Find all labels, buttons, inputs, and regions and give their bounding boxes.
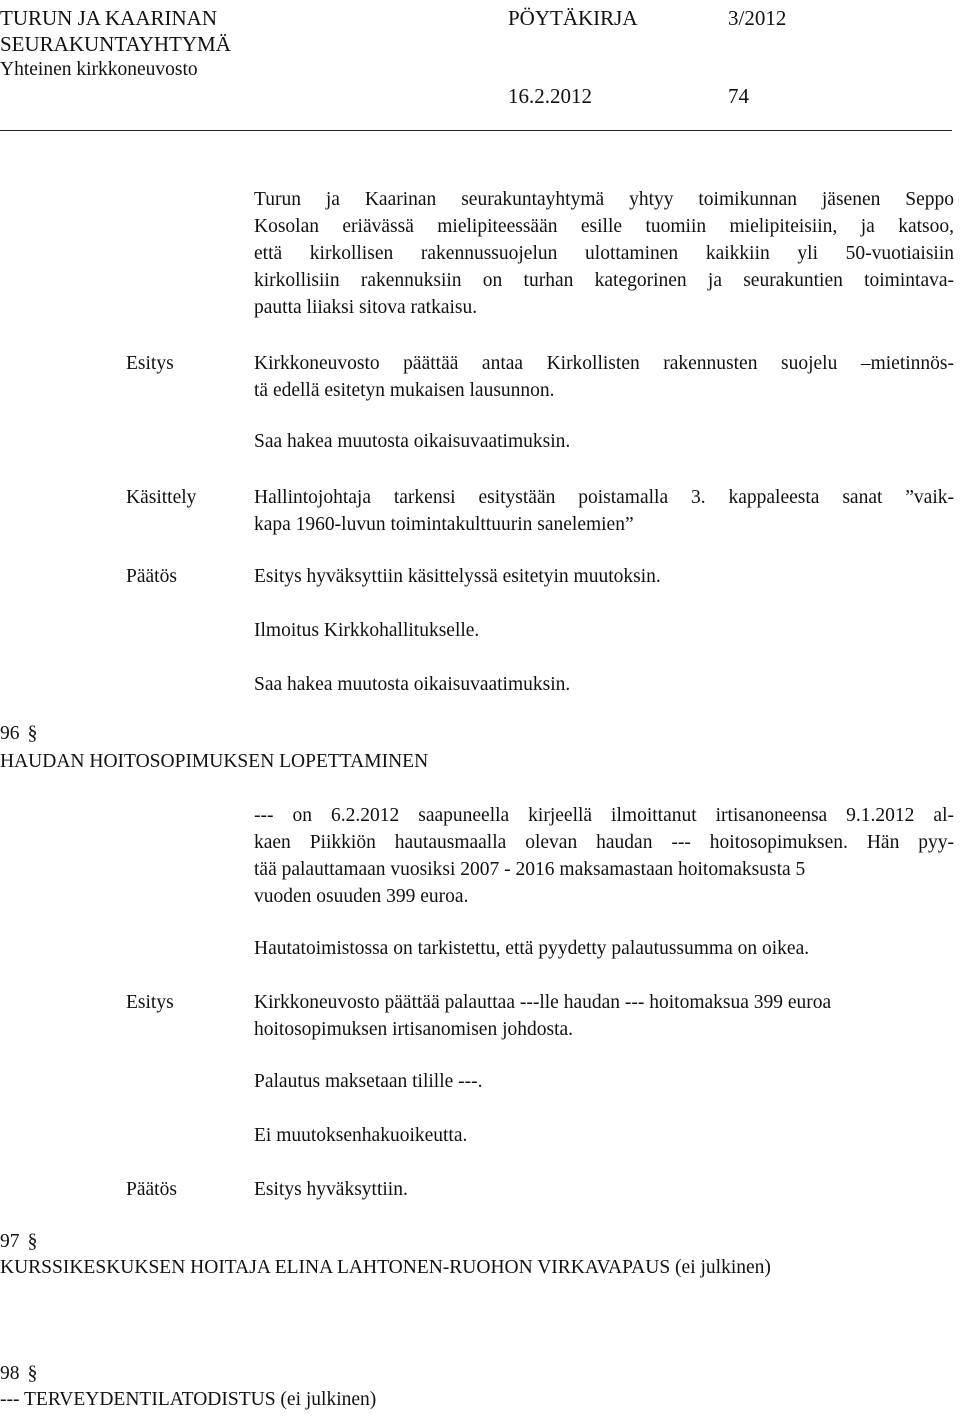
document-type: PÖYTÄKIRJA xyxy=(508,6,638,30)
paragraph-line: vuoden osuuden 399 euroa. xyxy=(254,886,469,907)
section-sign-icon: § xyxy=(27,1230,38,1252)
header-divider xyxy=(0,130,952,131)
intro-line: pautta liiaksi sitova ratkaisu. xyxy=(254,297,478,318)
kasittely-text xyxy=(254,484,954,538)
esitys-line: Kirkkoneuvosto päättää palauttaa ---lle haudan --- hoitomaksua 399 euroa xyxy=(254,992,832,1013)
section-98-number: 98 xyxy=(0,1363,20,1384)
esitys-text xyxy=(254,350,954,404)
paatos-label: Päätös xyxy=(126,566,177,587)
no-appeal-note: Ei muutoksenhakuoikeutta. xyxy=(254,1125,468,1146)
notice-text: Ilmoitus Kirkkohallitukselle. xyxy=(254,620,480,641)
paatos-text: Esitys hyväksyttiin käsittelyssä esitetyin muutoksin. xyxy=(254,566,661,587)
intro-line: että kirkollisen rakennussuojelun ulottaminen kaikkiin yli 50-vuotiaisiin xyxy=(254,243,954,264)
paragraph-line: --- on 6.2.2012 saapuneella kirjeellä ilmoittanut irtisanoneensa 9.1.2012 al- xyxy=(254,805,954,826)
esitys-line: hoitosopimuksen irtisanomisen johdosta. xyxy=(254,1019,574,1040)
appeal-note: Saa hakea muutosta oikaisuvaatimuksin. xyxy=(254,674,571,695)
esitys-text xyxy=(254,989,954,1043)
esitys-line: tä edellä esitetyn mukaisen lausunnon. xyxy=(254,380,555,401)
kasittely-label: Käsittely xyxy=(126,487,197,508)
page-number: 74 xyxy=(728,84,749,108)
intro-line: Kosolan eriävässä mielipiteessään esille tuomiin mielipiteisiin, ja katsoo, xyxy=(254,216,954,237)
esitys-label: Esitys xyxy=(126,992,174,1013)
kasittely-line: kapa 1960-luvun toimintakulttuurin sanelemien” xyxy=(254,514,634,535)
paatos-text: Esitys hyväksyttiin. xyxy=(254,1179,408,1200)
section-number xyxy=(0,720,38,747)
paragraph-line: tää palauttamaan vuosiksi 2007 - 2016 maksamastaan hoitomaksusta 5 xyxy=(254,859,806,880)
section-number xyxy=(0,1360,38,1387)
section-96-number: 96 xyxy=(0,723,20,744)
intro-paragraph xyxy=(254,186,954,321)
section-97-title: KURSSIKESKUKSEN HOITAJA ELINA LAHTONEN-RUOHON VIRKAVAPAUS (ei julkinen) xyxy=(0,1257,771,1278)
esitys-label: Esitys xyxy=(126,353,174,374)
section-number xyxy=(0,1228,38,1255)
section-sign-icon: § xyxy=(27,722,38,744)
section-sign-icon: § xyxy=(27,1362,38,1384)
paatos-label: Päätös xyxy=(126,1179,177,1200)
section-96-paragraph xyxy=(254,802,954,910)
intro-line: kirkollisiin rakennuksiin on turhan kategorinen ja seurakuntien toimintava- xyxy=(254,270,954,291)
refund-note: Palautus maksetaan tilille ---. xyxy=(254,1071,483,1092)
org-name-line-2: SEURAKUNTAYHTYMÄ xyxy=(0,32,231,56)
meeting-date: 16.2.2012 xyxy=(508,84,592,108)
document-number: 3/2012 xyxy=(728,6,787,30)
section-98-title: --- TERVEYDENTILATODISTUS (ei julkinen) xyxy=(0,1389,377,1410)
check-note: Hautatoimistossa on tarkistettu, että pyydetty palautussumma on oikea. xyxy=(254,938,810,959)
esitys-line: Kirkkoneuvosto päättää antaa Kirkollisten rakennusten suojelu –mietinnös- xyxy=(254,353,954,374)
section-97-number: 97 xyxy=(0,1231,20,1252)
kasittely-line: Hallintojohtaja tarkensi esitystään poistamalla 3. kappaleesta sanat ”vaik- xyxy=(254,487,954,508)
section-96-title: HAUDAN HOITOSOPIMUKSEN LOPETTAMINEN xyxy=(0,751,429,772)
appeal-note: Saa hakea muutosta oikaisuvaatimuksin. xyxy=(254,431,571,452)
paragraph-line: kaen Piikkiön hautausmaalla olevan haudan --- hoitosopimuksen. Hän pyy- xyxy=(254,832,954,853)
intro-line: Turun ja Kaarinan seurakuntayhtymä yhtyy toimikunnan jäsenen Seppo xyxy=(254,189,954,210)
org-name-line-1: TURUN JA KAARINAN xyxy=(0,6,218,30)
org-unit: Yhteinen kirkkoneuvosto xyxy=(0,59,198,80)
